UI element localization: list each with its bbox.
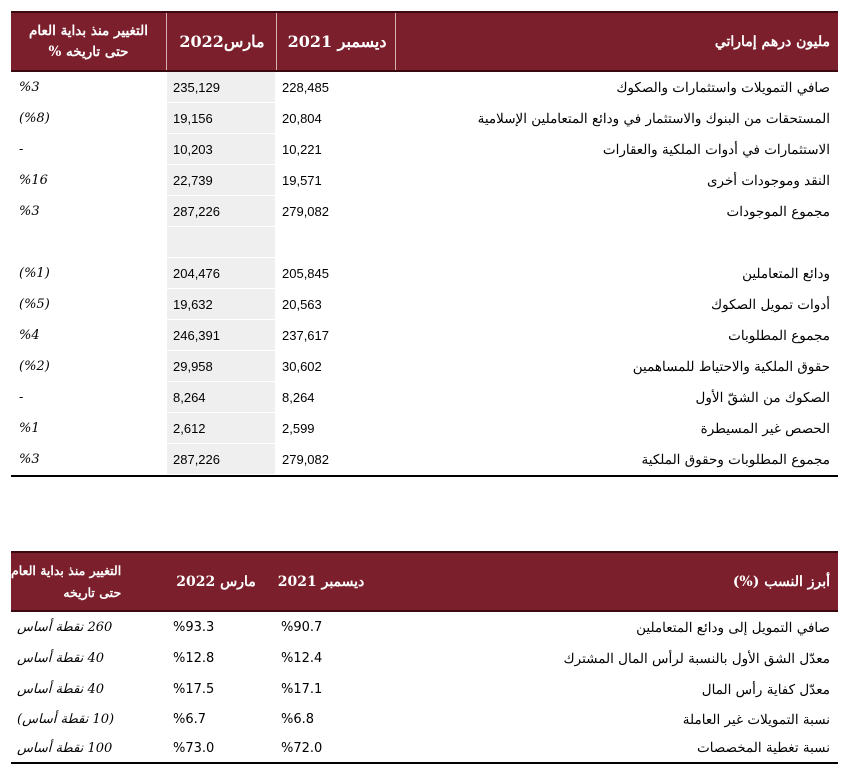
row-change: (%1) (19, 266, 50, 281)
table-row (11, 643, 838, 674)
row-label: الحصص غير المسيطرة (700, 420, 830, 437)
row-value-dec-2021: %72.0 (281, 740, 323, 756)
row-label: حقوق الملكية والاحتياط للمساهمين (632, 358, 830, 375)
row-change: 100 نقطة أساس (17, 740, 113, 756)
row-label: نسبة تغطية المخصصات (697, 740, 830, 756)
row-label: ودائع المتعاملين (742, 265, 830, 282)
row-value-mar-2022: 22,739 (173, 173, 213, 188)
table-row (11, 674, 838, 705)
row-value-dec-2021: 10,221 (282, 142, 322, 157)
header-change-line1: التغيير منذ بداية العام (29, 22, 148, 39)
table-row (11, 351, 838, 382)
balance-sheet-table (11, 11, 838, 477)
row-change: %4 (19, 328, 40, 343)
row-value-dec-2021: 279,082 (282, 204, 329, 219)
row-value-dec-2021: 2,599 (282, 421, 315, 436)
row-value-mar-2022 (167, 227, 275, 258)
ratios-table (11, 551, 838, 764)
row-label: صافي التمويل إلى ودائع المتعاملين (636, 619, 830, 636)
table-row (11, 444, 838, 475)
header-change-line2: حتى تاريخه (63, 584, 122, 600)
row-value-dec-2021: 237,617 (282, 328, 329, 343)
row-value-dec-2021: %17.1 (281, 682, 323, 697)
table-row (11, 227, 838, 258)
row-label: المستحقات من البنوك والاستثمار في ودائع المتعاملين الإسلامية (477, 110, 830, 127)
row-value-mar-2022: %93.3 (173, 620, 215, 635)
row-value-dec-2021: 20,563 (282, 297, 322, 312)
row-change: (%5) (19, 297, 50, 312)
row-value-mar-2022: %73.0 (173, 740, 215, 756)
header-label: أبرز النسب (%) (732, 573, 830, 590)
row-value-dec-2021: 19,571 (282, 173, 322, 188)
header-change (11, 13, 166, 70)
row-value-dec-2021: 20,804 (282, 111, 322, 126)
row-label: معدّل كفاية رأس المال (701, 681, 830, 698)
table-body (11, 612, 838, 762)
row-label: صافي التمويلات واستثمارات والصكوك (616, 79, 830, 96)
header-change-line2: حتى تاريخه % (48, 43, 129, 60)
row-value-mar-2022: 19,156 (173, 111, 213, 126)
row-value-mar-2022: %17.5 (173, 682, 215, 697)
row-change: (%2) (19, 359, 50, 374)
header-change-line1: التغيير منذ بداية العام (11, 562, 122, 578)
row-change: - (19, 390, 24, 405)
row-change: 40 نقطة أساس (17, 682, 104, 697)
row-value-dec-2021: 8,264 (282, 390, 315, 405)
header-mar-2022: مارس2022 (179, 32, 265, 51)
row-change: 40 نقطة أساس (17, 651, 104, 666)
row-value-mar-2022: 8,264 (173, 390, 206, 405)
header-mar-2022: مارس 2022 (176, 573, 256, 590)
row-value-mar-2022: %12.8 (173, 651, 215, 666)
row-change: (%8) (19, 111, 50, 126)
table-row (11, 289, 838, 320)
row-label: مجموع المطلوبات (728, 327, 830, 344)
header-change (11, 553, 151, 610)
header-dec-2021: ديسمبر 2021 (287, 32, 387, 51)
row-value-mar-2022: 204,476 (173, 266, 220, 281)
table-row (11, 612, 838, 643)
row-change: %1 (19, 421, 40, 436)
row-change: (10 نقطة أساس) (17, 712, 115, 727)
header-dec-2021: ديسمبر 2021 (277, 573, 365, 590)
row-value-dec-2021: 279,082 (282, 452, 329, 467)
table-row (11, 705, 838, 734)
header-label: مليون درهم إماراتي (714, 33, 830, 50)
row-label: مجموع المطلوبات وحقوق الملكية (641, 451, 830, 468)
row-change: %3 (19, 80, 40, 95)
table-header (11, 551, 838, 612)
table-bottom-rule (11, 475, 838, 477)
row-value-dec-2021: 205,845 (282, 266, 329, 281)
table-row (11, 165, 838, 196)
row-value-dec-2021: %12.4 (281, 651, 323, 666)
row-value-mar-2022: 287,226 (173, 204, 220, 219)
table-row (11, 134, 838, 165)
table-row (11, 72, 838, 103)
row-label: نسبة التمويلات غير العاملة (682, 711, 830, 728)
table-row (11, 413, 838, 444)
row-change: %16 (19, 173, 48, 188)
row-value-mar-2022: 235,129 (173, 80, 220, 95)
row-value-dec-2021: %90.7 (281, 620, 323, 635)
row-value-mar-2022: 29,958 (173, 359, 213, 374)
row-value-mar-2022: 287,226 (173, 452, 220, 467)
row-value-mar-2022: 10,203 (173, 142, 213, 157)
row-value-mar-2022: %6.7 (173, 712, 207, 727)
row-label: معدّل الشق الأول بالنسبة لرأس المال المشترك (563, 650, 830, 667)
row-label: النقد وموجودات أخرى (706, 172, 830, 189)
row-value-mar-2022: 246,391 (173, 328, 220, 343)
row-value-dec-2021: 30,602 (282, 359, 322, 374)
row-label: الصكوك من الشقّ الأول (695, 389, 830, 406)
row-value-mar-2022: 19,632 (173, 297, 213, 312)
table-body (11, 72, 838, 475)
table-row (11, 734, 838, 762)
table-bottom-rule (11, 762, 838, 764)
table-row (11, 320, 838, 351)
table-row (11, 382, 838, 413)
table-row (11, 103, 838, 134)
row-change: 260 نقطة أساس (17, 620, 113, 635)
row-label: مجموع الموجودات (726, 203, 830, 220)
row-change: %3 (19, 204, 40, 219)
row-change: - (19, 142, 24, 157)
row-label: الاستثمارات في أدوات الملكية والعقارات (602, 141, 830, 158)
row-change: %3 (19, 452, 40, 467)
row-value-mar-2022: 2,612 (173, 421, 206, 436)
table-row (11, 196, 838, 227)
table-row (11, 258, 838, 289)
row-value-dec-2021: 228,485 (282, 80, 329, 95)
table-header (11, 11, 838, 72)
row-value-dec-2021: %6.8 (281, 712, 315, 727)
row-label: أدوات تمويل الصكوك (711, 296, 830, 313)
